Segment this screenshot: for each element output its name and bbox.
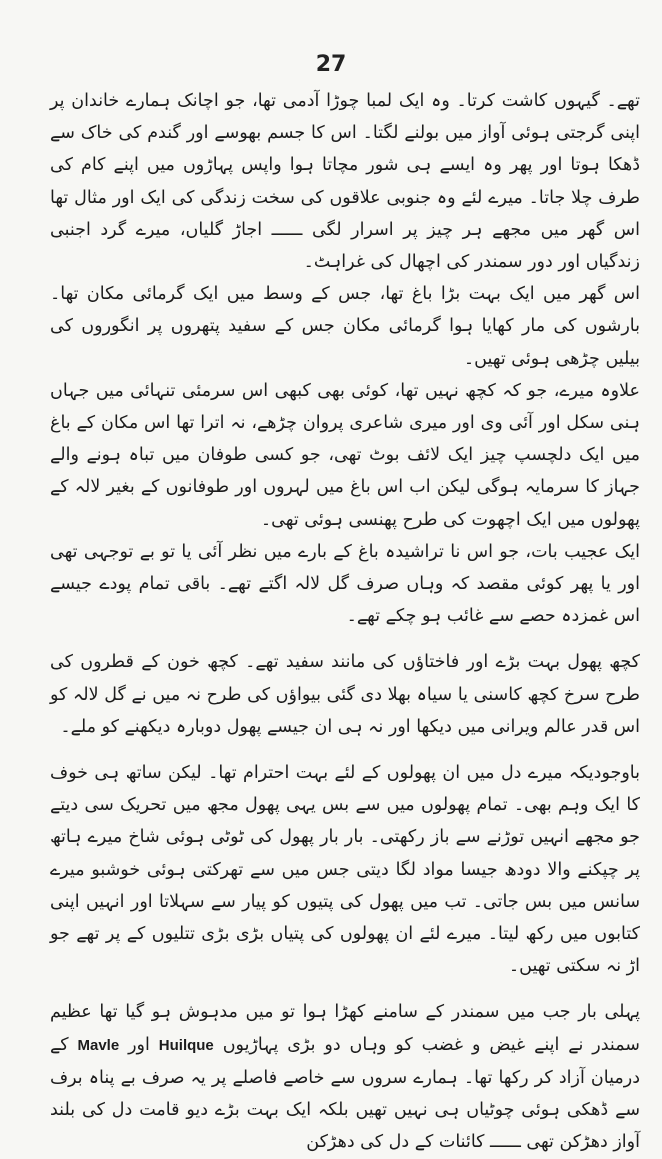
body-text <box>50 85 640 1159</box>
paragraph-last <box>50 996 640 1158</box>
paragraph-text: پہلی بار جب میں سمندر کے سامنے کھڑا ہوا تو میں مدہوش ہو گیا تھا عظیم سمندر نے اپنے غیض و غضب کو وہاں دو بڑی پہاڑیوں <box>50 1002 640 1055</box>
paragraph: کچھ پھول بہت بڑے اور فاختاؤں کی مانند سفید تھے۔ کچھ خون کے قطروں کی طرح سرخ کچھ کاسنی یا سیاہ بھلا دی گئی بیواؤں کی طرح نہ میں نے گل لالہ کو اس قدر عالم ویرانی میں دیکھا اور نہ ہی ان جیسے پھول دوبارہ دیکھنے کو ملے۔ <box>50 652 640 737</box>
paragraph: اس گھر میں ایک بہت بڑا باغ تھا، جس کے وسط میں ایک گرمائی مکان تھا۔ بارشوں کی مار کھایا ہوا گرمائی مکان جس کے سفید پتھروں پر انگوروں کی بیلیں چڑھی ہوئی تھیں۔ <box>50 284 640 369</box>
paragraph: ایک عجیب بات، جو اس نا تراشیدہ باغ کے بارے میں نظر آئی یا تو بے توجہی تھی اور یا پھر کوئی مقصد کہ وہاں صرف گل لالہ اگتے تھے۔ باقی تمام پودے جیسے اس غمزدہ حصے سے غائب ہو چکے تھے۔ <box>50 541 640 627</box>
paragraph-text: کے درمیان آزاد کر رکھا تھا۔ ہمارے سروں سے خاصے فاصلے پر یہ صرف بے پناہ برف سے ڈھکی ہوئی چوٹیاں ہی نہیں تھیں بلکہ ایک بہت بڑے دیو قامت دل کی بلند آواز دھڑکن تھی ــــــ کائنات کے دل کی دھڑکن <box>50 1034 640 1153</box>
page-number: 27 <box>315 52 347 77</box>
place-name: Huilque <box>158 1036 214 1054</box>
paragraph: علاوہ میرے، جو کہ کچھ نہیں تھا، کوئی بھی کبھی اس سرمئی تنہائی میں جہاں ہنی سکل اور آئی وی اور میری شاعری پروان چڑھے، نہ اترا تھا اس مکان کے باغ میں ایک دلچسپ چیز ایک لائف بوٹ تھی، جو کسی طوفان میں تباہ ہونے والے جہاز کا سرمایہ ہوگی لیکن اب اس باغ میں لہروں اور طوفانوں کے بغیر لالہ کے پھولوں میں ایک اچھوت کی طرح پھنسی ہوئی تھی۔ <box>50 380 640 530</box>
place-name: Mavle <box>77 1036 120 1054</box>
paragraph-text: اور <box>128 1034 150 1055</box>
paragraph: باوجودیکہ میرے دل میں ان پھولوں کے لئے بہت احترام تھا۔ لیکن ساتھ ہی خوف کا ایک وہم بھی۔ تمام پھولوں میں سے بس یہی پھول مجھ میں تحریک سی دیتے جو مجھے انہیں توڑنے سے باز رکھتی۔ بار بار پھول کی ٹوٹی ہوئی شاخ میرے ہاتھ پر چپکنے والا دودھ جیسا مواد لگا دیتی جس میں سے تھرکتی ہوئی خوشبو میرے سانس میں بس جاتی۔ تب میں پھول کی پتیوں کو پیار سے سہلاتا اور انہیں اپنی کتابوں میں رکھ لیتا۔ میرے لئے ان پھولوں کی پتیاں بڑی بڑی تتلیوں کے پر تھے جو اڑ نہ سکتی تھیں۔ <box>50 763 640 977</box>
paragraph: تھے۔ گیہوں کاشت کرتا۔ وہ ایک لمبا چوڑا آدمی تھا، جو اچانک ہمارے خاندان پر اپنی گرجتی ہوئی آواز میں بولنے لگتا۔ اس کا جسم بھوسے اور گندم کی خاک سے ڈھکا ہوتا اور پھر وہ ایسے ہی شور مچاتا ہوا واپس پہاڑوں میں اپنے کام کی طرف چلا جاتا۔ میرے لئے وہ جنوبی علاقوں کی سخت زندگی کی ایک اور مثال تھا اس گھر میں مجھے ہر چیز پر اسرار لگی ــــــ اجاڑ گلیاں، میرے گرد اجنبی زندگیاں اور دور سمندر کی اچھال کی غراہٹ۔ <box>50 91 640 273</box>
